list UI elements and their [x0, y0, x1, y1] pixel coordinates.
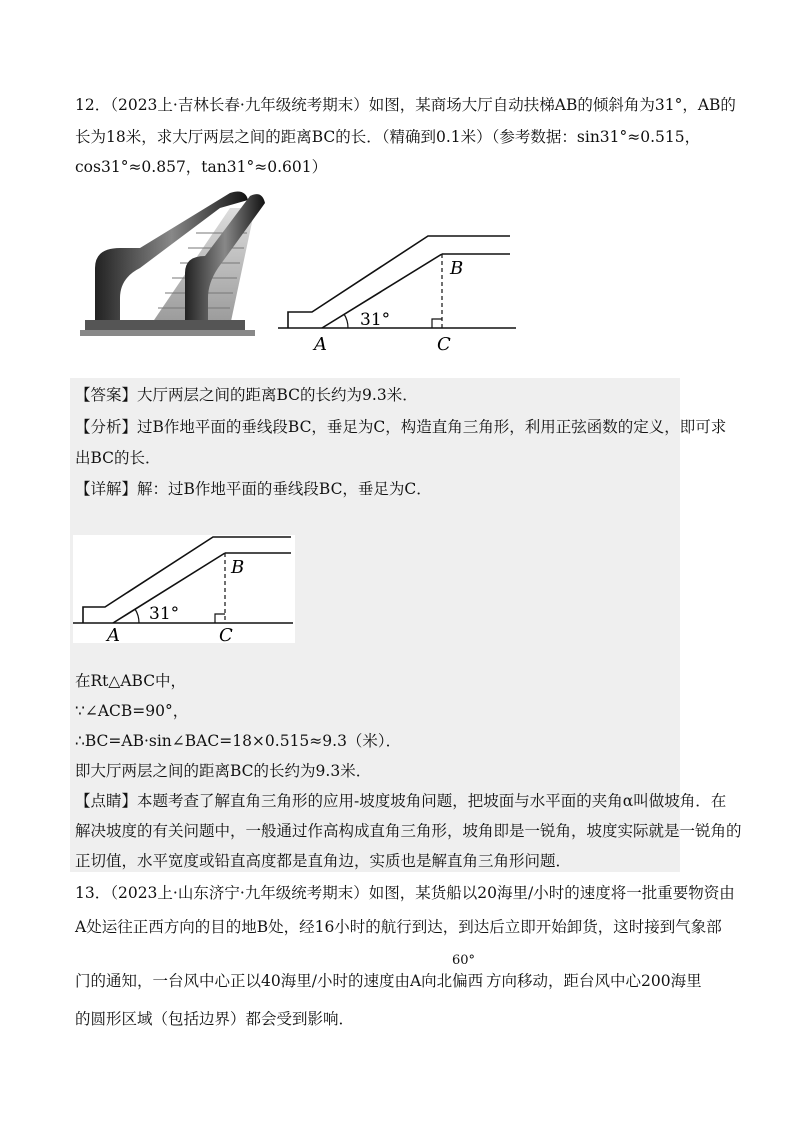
q13-angle: 60° [452, 953, 476, 968]
label-b-2: B [231, 557, 245, 578]
step-1: 在Rt△ABC中， [75, 672, 187, 690]
analysis-line-1: 【分析】过B作地平面的垂线段BC，垂足为C，构造直角三角形，利用正弦函数的定义，即可求 [75, 418, 727, 436]
comment-line-1: 【点睛】本题考查了解直角三角形的应用-坡度坡角问题，把坡面与水平面的夹角α叫做坡角．在 [75, 792, 727, 810]
label-b: B [450, 258, 464, 279]
label-a: A [314, 334, 327, 355]
label-c-2: C [219, 625, 233, 643]
q13-line-3a: 门的通知，一台风中心正以40海里/小时的速度由A向北偏西 [75, 972, 484, 990]
q13-line-2: A处运往正西方向的目的地B处，经16小时的航行到达，到达后立即开始卸货，这时接到气象部 [75, 918, 722, 936]
q12-line-2: 长为18米，求大厅两层之间的距离BC的长．（精确到0.1米）（参考数据：sin31°≈0.515， [75, 128, 701, 146]
step-2: ∵∠ACB=90°， [75, 702, 189, 720]
step-3: ∴BC=AB·sin∠BAC=18×0.515≈9.3（米）． [75, 732, 402, 750]
escalator-illustration [80, 188, 270, 338]
step-4: 即大厅两层之间的距离BC的长约为9.3米． [75, 762, 372, 780]
q13-line-1: 13．（2023上·山东济宁·九年级统考期末）如图，某货船以20海里/小时的速度将一批重要物资由 [75, 884, 735, 902]
q13-line-4: 的圆形区域（包括边界）都会受到影响． [75, 1010, 355, 1028]
triangle-diagram-1 [278, 228, 523, 358]
angle-label: 31° [360, 310, 391, 330]
comment-line-2: 解决坡度的有关问题中，一般通过作高构成直角三角形，坡角即是一锐角，坡度实际就是一锐角的 [75, 822, 742, 840]
q12-line-3: cos31°≈0.857，tan31°≈0.601） [75, 158, 328, 176]
q13-line-3b: 方向移动，距台风中心200海里 [486, 972, 702, 990]
label-c: C [437, 334, 451, 355]
answer-line: 【答案】大厅两层之间的距离BC的长约为9.3米． [75, 386, 418, 404]
label-a-2: A [107, 625, 120, 643]
detail-line: 【详解】解：过B作地平面的垂线段BC，垂足为C． [75, 480, 432, 498]
angle-label-2: 31° [149, 604, 180, 624]
q12-line-1: 12．（2023上·吉林长春·九年级统考期末）如图，某商场大厅自动扶梯AB的倾斜角为31°，AB的 [75, 96, 736, 114]
analysis-line-2: 出BC的长． [75, 449, 161, 467]
triangle-diagram-2 [73, 535, 295, 643]
comment-line-3: 正切值，水平宽度或铅直高度都是直角边，实质也是解直角三角形问题． [75, 852, 572, 870]
